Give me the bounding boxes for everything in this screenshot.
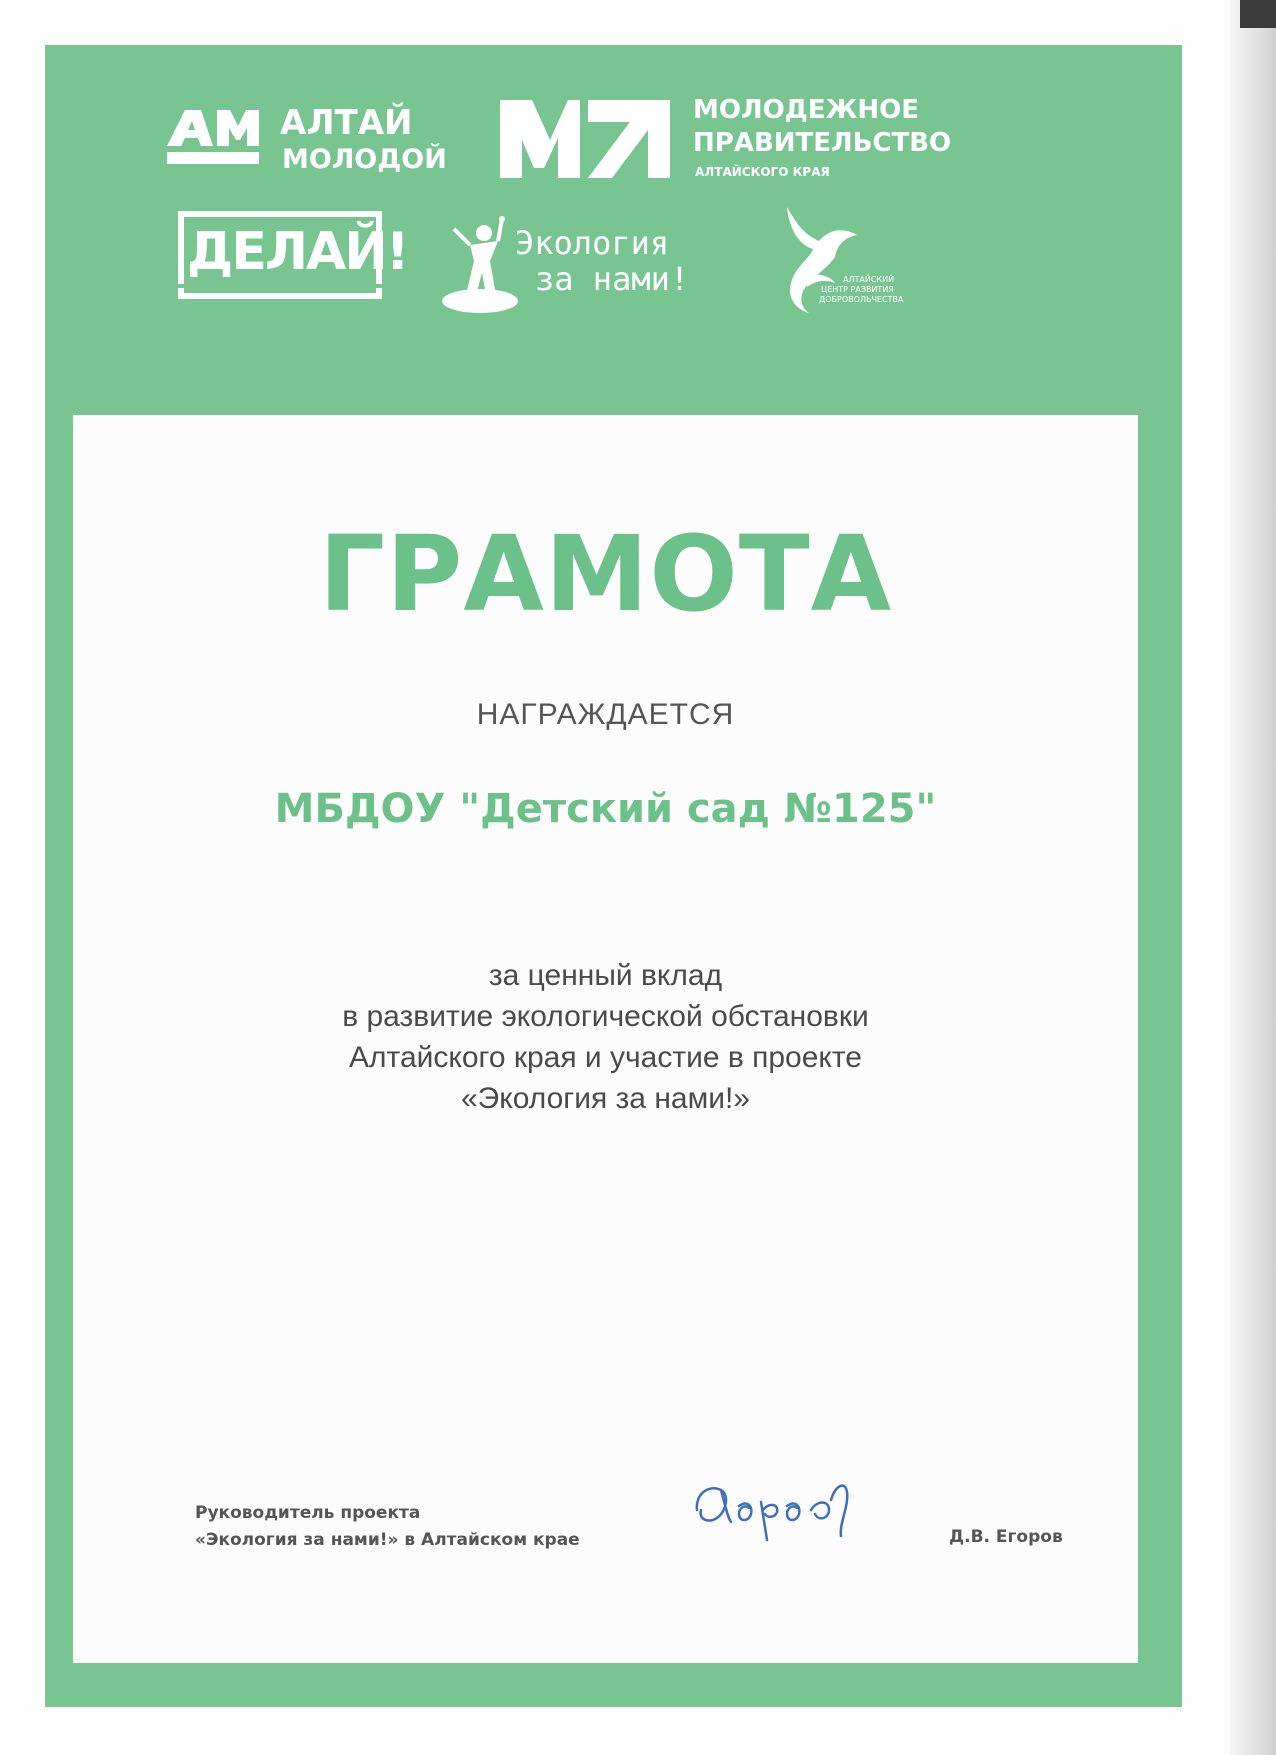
- am-mark-icon: [167, 108, 267, 168]
- altai-logo-line1: АЛТАЙ: [280, 103, 413, 143]
- mp-mark-icon: [500, 100, 680, 180]
- delai-logo: [177, 210, 408, 300]
- volunteer-line1: АЛТАЙСКИЙ: [843, 275, 895, 284]
- scan-shadow: [1240, 0, 1276, 28]
- youth-gov-line3: АЛТАЙСКОГО КРАЯ: [695, 165, 830, 179]
- volunteer-line2: ЦЕНТР РАЗВИТИЯ: [821, 285, 894, 294]
- certificate-content: [73, 415, 1138, 1663]
- certificate-title: ГРАМОТА: [318, 513, 893, 635]
- signer-role: [195, 1500, 580, 1554]
- signer-role-line2: «Экология за нами!» в Алтайском крае: [195, 1530, 580, 1550]
- recipient-name: МБДОУ "Детский сад №125": [274, 786, 937, 832]
- reason-line: в развитие экологической обстановки: [342, 1000, 869, 1033]
- ecology-line2: за нами!: [535, 260, 690, 298]
- signer-name: Д.В. Егоров: [949, 1527, 1063, 1547]
- youth-gov-line1: МОЛОДЕЖНОЕ: [693, 95, 920, 125]
- reason-line: за ценный вклад: [488, 959, 723, 992]
- certificate-frame: [45, 45, 1182, 1707]
- ecology-figure-icon: [440, 215, 520, 320]
- reason-line: Алтайского края и участие в проекте: [349, 1041, 862, 1074]
- ecology-line1: Экология: [515, 224, 670, 262]
- altai-logo-line2: МОЛОДОЙ: [282, 144, 447, 175]
- reason-line: «Экология за нами!»: [461, 1082, 750, 1115]
- volunteer-line3: ДОБРОВОЛЬЧЕСТВА: [819, 295, 904, 304]
- delai-text: ДЕЛАЙ!: [187, 222, 408, 282]
- handwritten-signature: [691, 1470, 871, 1550]
- awarded-label: НАГРАЖДАЕТСЯ: [476, 698, 735, 731]
- award-reason: [73, 955, 1138, 1119]
- signer-role-line1: Руководитель проекта: [195, 1503, 421, 1523]
- scan-page-edge: [1230, 0, 1276, 1755]
- youth-gov-line2: ПРАВИТЕЛЬСТВО: [693, 128, 952, 158]
